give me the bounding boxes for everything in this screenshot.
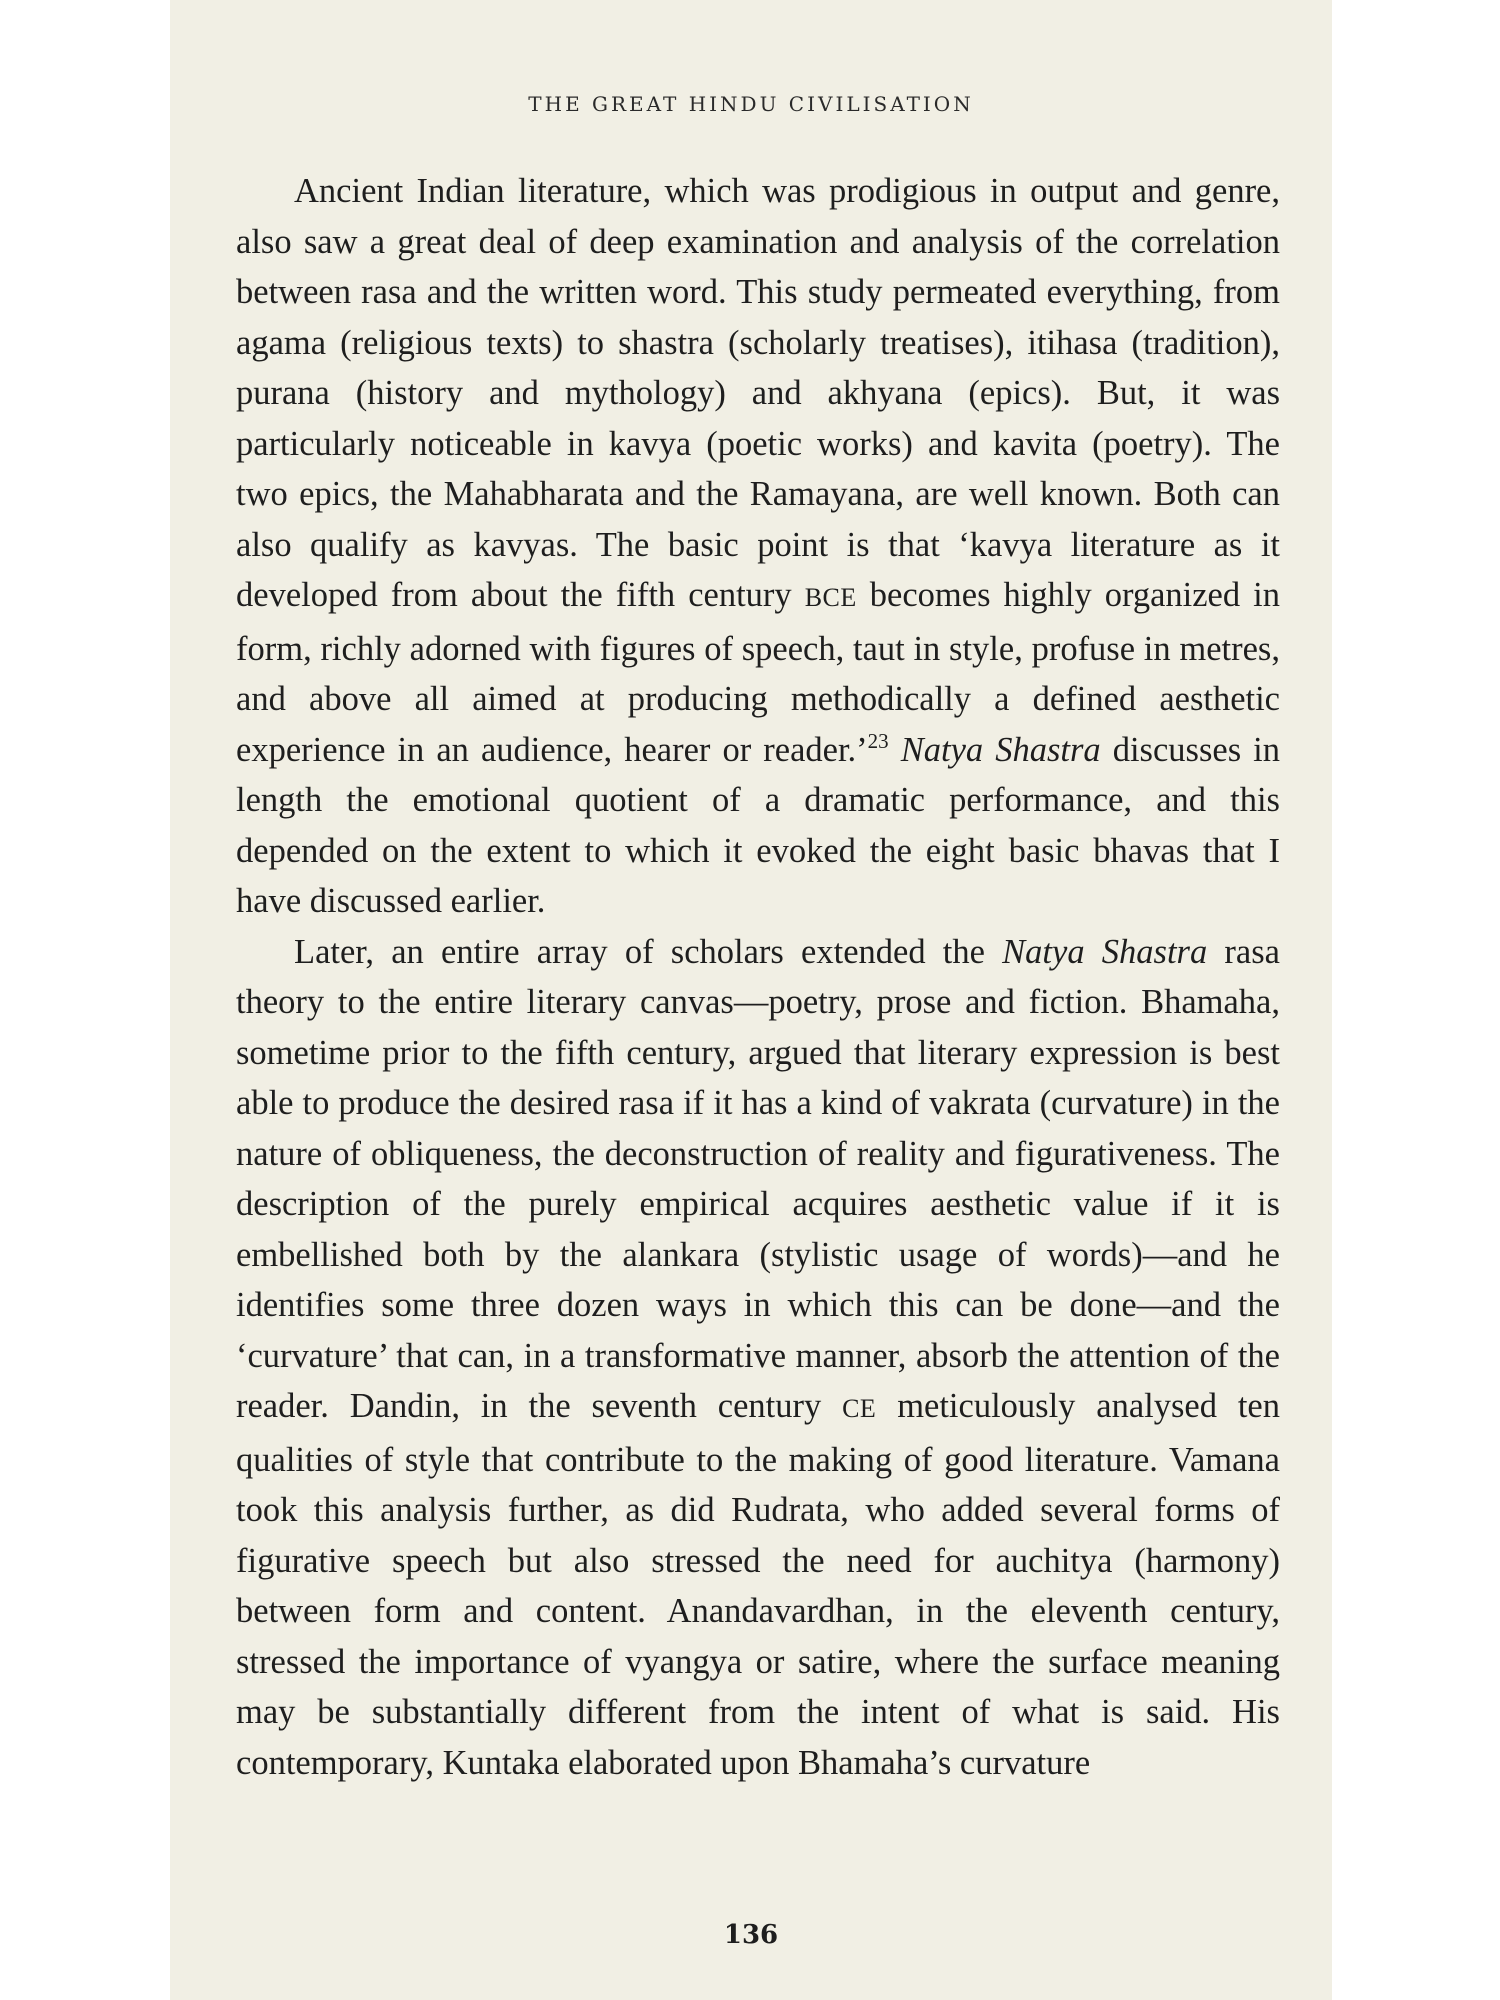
work-title-natya-shastra: Natya Shastra [900, 730, 1101, 769]
paragraph-2-text-a: Later, an entire array of scholars extended the [294, 932, 1003, 971]
footnote-reference: 23 [867, 728, 889, 753]
body-text [236, 166, 1280, 1788]
work-title-natya-shastra-2: Natya Shastra [1002, 932, 1208, 971]
book-page [170, 0, 1332, 2000]
paragraph-1-text-b: becomes highly organized in form, richly adorned with figures of speech, taut in style, profuse in metres, and above all aimed at producing methodically a defined aesthetic experience in an audience, hearer or reader.’ [236, 576, 1280, 769]
paragraph-1-text-a: Ancient Indian literature, which was prodigious in output and genre, also saw a great deal of deep examination and analysis of the correlation between rasa and the written word. This study permeated everything, from agama (religious texts) to shastra (scholarly treatises), itihasa (tradition), purana (history and mythology) and akhyana (epics). But, it was particularly noticeable in kavya (poetic works) and kavita (poetry). The two epics, the Mahabharata and the Ramayana, are well known. Both can also qualify as kavyas. The basic point is that ‘kavya literature as it developed from about the fifth century [236, 172, 1280, 614]
paragraph-1 [236, 166, 1280, 927]
page-number: 136 [723, 1920, 779, 1950]
paragraph-2 [236, 927, 1280, 1789]
era-abbreviation-ce: CE [842, 1394, 877, 1423]
paragraph-1-text-c: discusses in length the emotional quotient of a dramatic performance, and this depended on the extent to which it evoked the eight basic bhavas that I have discussed earlier. [236, 730, 1281, 920]
paragraph-2-text-b: rasa theory to the entire literary canvas—poetry, prose and fiction. Bhamaha, sometime prior to the fifth century, argued that literary expression is best able to produce the desired rasa if it has a kind of vakrata (curvature) in the nature of obliqueness, the deconstruction of reality and figurativeness. The description of the purely empirical acquires aesthetic value if it is embellished both by the alankara (stylistic usage of words)—and he identifies some three dozen ways in which this can be done—and the ‘curvature’ that can, in a transformative manner, absorb the attention of the reader. Dandin, in the seventh century [236, 932, 1280, 1425]
running-head: THE GREAT HINDU CIVILISATION [528, 92, 974, 116]
paragraph-2-text-c: meticulously analysed ten qualities of style that contribute to the making of good literature. Vamana took this analysis further, as did Rudrata, who added several forms of figurative speech but also stressed the need for auchitya (harmony) between form and content. Anandavardhan, in the eleventh century, stressed the importance of vyangya or satire, where the surface meaning may be substantially different from the intent of what is said. His contemporary, Kuntaka elaborated upon Bhamaha’s curvature [236, 1387, 1280, 1782]
era-abbreviation-bce: BCE [804, 583, 857, 612]
